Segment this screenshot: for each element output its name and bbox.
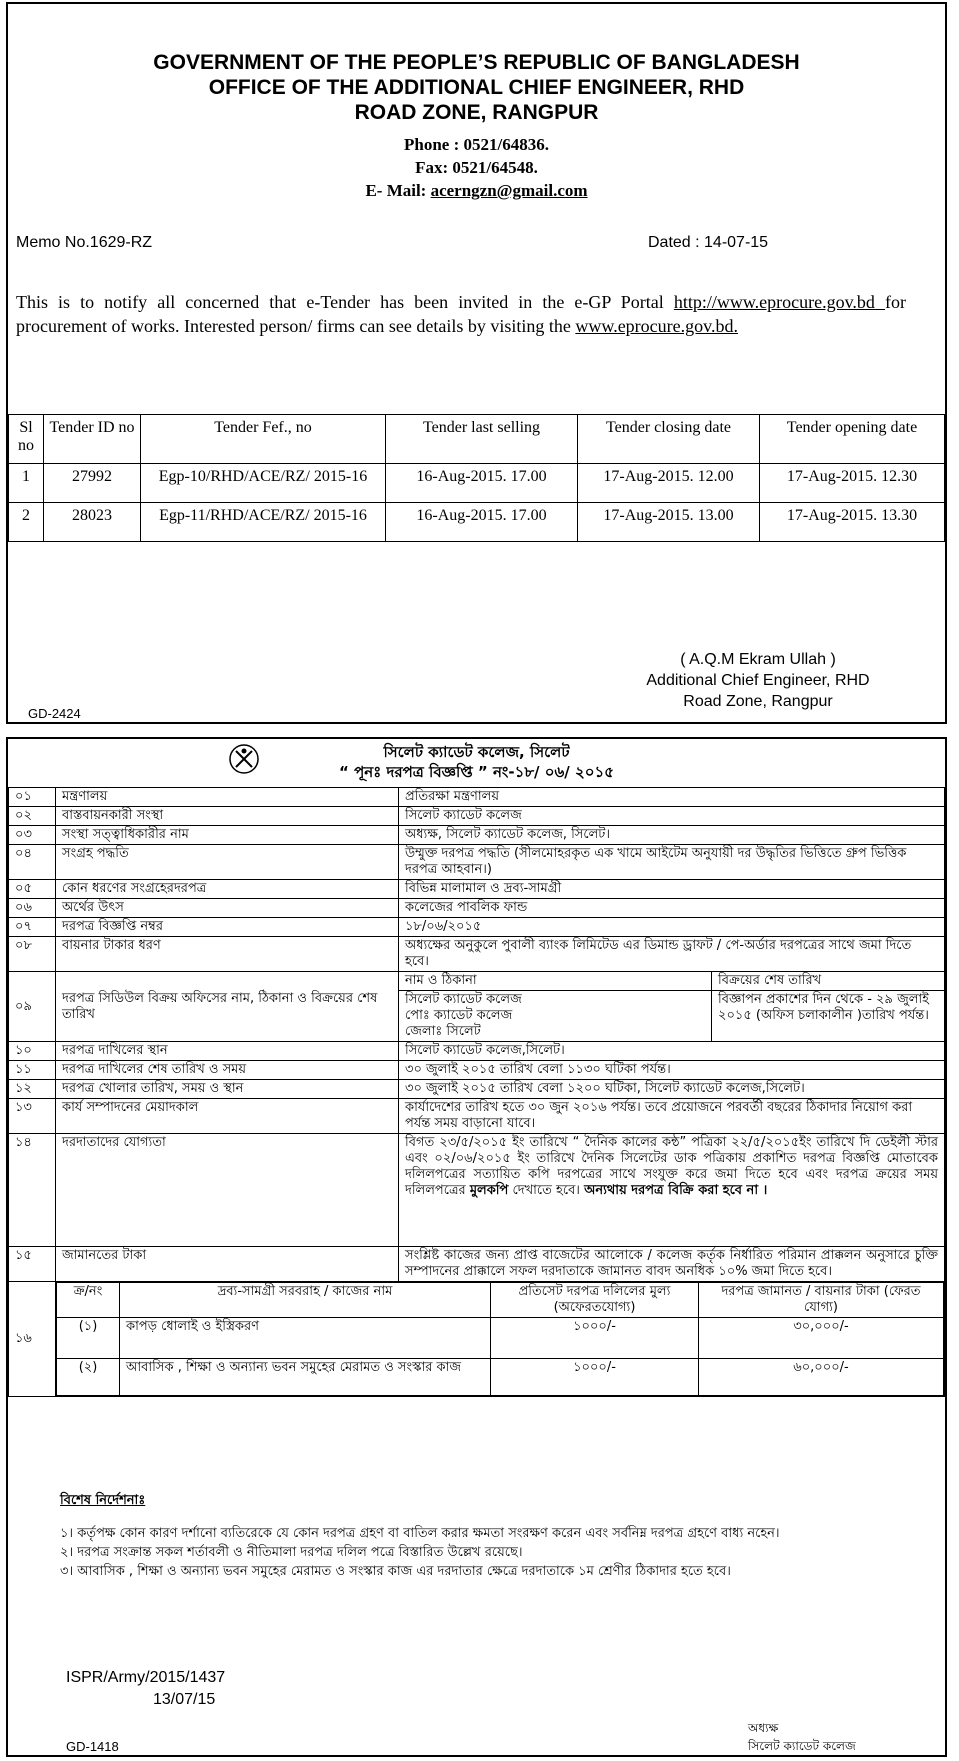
sale-deadline: বিজ্ঞাপন প্রকাশের দিন থেকে - ২৯ জুলাই ২০১৫ (অফিস চলাকালীন )তারিখ পর্যন্ত। bbox=[712, 991, 945, 1042]
cell-tender-ref: Egp-10/RHD/ACE/RZ/ 2015-16 bbox=[141, 464, 386, 503]
sale-office-address bbox=[399, 991, 712, 1042]
row-value: সিলেট ক্যাডেট কলেজ bbox=[399, 807, 945, 826]
row-value: বিভিন্ন মালামাল ও দ্রব্য-সামগ্রী bbox=[399, 880, 945, 899]
gd-number: GD-1418 bbox=[66, 1739, 119, 1754]
table-row bbox=[9, 807, 945, 826]
col-opening-date: Tender opening date bbox=[760, 415, 945, 464]
list-item bbox=[57, 1359, 944, 1396]
row-value: ৩০ জুলাই ২০১৫ তারিখ বেলা ১২০০ ঘটিকা, সিলেট ক্যাডেট কলেজ,সিলেট। bbox=[399, 1080, 945, 1099]
table-row bbox=[9, 503, 945, 542]
signature-block bbox=[748, 1719, 856, 1755]
table-row bbox=[9, 1080, 945, 1099]
ispr-number: ISPR/Army/2015/1437 bbox=[66, 1669, 226, 1686]
row-label: দরপত্র দাখিলের স্থান bbox=[56, 1042, 399, 1061]
row-sl: ১২ bbox=[9, 1080, 56, 1099]
row-label: সংগ্রহ পদ্ধতি bbox=[56, 845, 399, 880]
item-price: ১০০০/- bbox=[491, 1318, 699, 1359]
table-row bbox=[9, 918, 945, 937]
row-value: প্রতিরক্ষা মন্ত্রণালয় bbox=[399, 788, 945, 807]
row-sl: ০৯ bbox=[9, 972, 56, 1042]
row-value: ১৮/০৬/২০১৫ bbox=[399, 918, 945, 937]
table-row bbox=[9, 899, 945, 918]
sale-office-header: নাম ও ঠিকানা bbox=[399, 972, 712, 991]
table-row bbox=[9, 880, 945, 899]
email-label: E- Mail: bbox=[365, 181, 431, 200]
cell-last-selling: 16-Aug-2015. 17.00 bbox=[386, 464, 578, 503]
signatory-office: সিলেট ক্যাডেট কলেজ bbox=[748, 1739, 856, 1753]
col-tender-ref: Tender Fef., no bbox=[141, 415, 386, 464]
table-row bbox=[9, 1042, 945, 1061]
cell-last-selling: 16-Aug-2015. 17.00 bbox=[386, 503, 578, 542]
table-row bbox=[9, 788, 945, 807]
email-link[interactable]: acerngzn@gmail.com bbox=[430, 181, 588, 200]
items-col-serial: ক্র/নং bbox=[57, 1283, 120, 1318]
cell-sl: 1 bbox=[9, 464, 44, 503]
signatory-office: Road Zone, Rangpur bbox=[683, 693, 833, 710]
list-item bbox=[57, 1318, 944, 1359]
col-tender-id: Tender ID no bbox=[44, 415, 141, 464]
items-col-price: প্রতিসেট দরপত্র দলিলের মুল্য (অফেরতযোগ্য) bbox=[491, 1283, 699, 1318]
row-sl: ১৬ bbox=[9, 1282, 56, 1397]
body-text-1: This is to notify all concerned that e-Tender has been invited in the e-GP Portal bbox=[16, 292, 674, 312]
address-line: সিলেট ক্যাডেট কলেজ bbox=[405, 992, 522, 1007]
row-label: দরপত্র খোলার তারিখ, সময় ও স্থান bbox=[56, 1080, 399, 1099]
row-label: সংস্থা সত্ত্বাধিকারীর নাম bbox=[56, 826, 399, 845]
cell-tender-id: 27992 bbox=[44, 464, 141, 503]
signature-block bbox=[568, 649, 948, 712]
row-sl: ০৪ bbox=[9, 845, 56, 880]
row-sl: ০৭ bbox=[9, 918, 56, 937]
table-row bbox=[9, 464, 945, 503]
notice-details-table bbox=[8, 787, 945, 1397]
row-sl: ১৫ bbox=[9, 1247, 56, 1282]
item-serial: (২) bbox=[57, 1359, 120, 1396]
row-value: সিলেট ক্যাডেট কলেজ,সিলেট। bbox=[399, 1042, 945, 1061]
table-row bbox=[9, 845, 945, 880]
items-table bbox=[56, 1282, 944, 1396]
row-label: দরপত্র বিজ্ঞপ্তি নম্বর bbox=[56, 918, 399, 937]
items-col-name: দ্রব্য-সামগ্রী সরবরাহ / কাজের নাম bbox=[120, 1283, 491, 1318]
row-sl: ১১ bbox=[9, 1061, 56, 1080]
memo-date: Dated : 14-07-15 bbox=[648, 234, 769, 251]
cell-opening-date: 17-Aug-2015. 13.30 bbox=[760, 503, 945, 542]
items-header bbox=[57, 1283, 944, 1318]
special-instructions-title: বিশেষ নির্দেশনাঃ bbox=[60, 1493, 146, 1508]
college-title: সিলেট ক্যাডেট কলেজ, সিলেট bbox=[383, 743, 570, 761]
row-sl: ০৩ bbox=[9, 826, 56, 845]
cell-closing-date: 17-Aug-2015. 13.00 bbox=[578, 503, 760, 542]
items-col-security: দরপত্র জামানত / বায়নার টাকা (ফেরত যোগ্য) bbox=[699, 1283, 944, 1318]
instruction-item: ১। কর্তৃপক্ষ কোন কারণ দর্শানো ব্যতিরেকে যে কোন দরপত্র গ্রহণ বা বাতিল করার ক্ষমতা সংরক্ষণ করেন এবং সর্বনিম্ন দরপত্র গ্রহণে বাধ্য নহেন। bbox=[60, 1526, 780, 1541]
row-sl: ১৪ bbox=[9, 1134, 56, 1247]
eligibility-warning: অন্যথায় দরপত্র বিক্রি করা হবে না । bbox=[584, 1183, 768, 1198]
table-row bbox=[9, 972, 945, 991]
table-row bbox=[9, 1061, 945, 1080]
address-line: পোঃ ক্যাডেট কলেজ bbox=[405, 1008, 513, 1023]
notice-number: “ পূনঃ দরপত্র বিজ্ঞপ্তি ” নং-১৮/ ০৬/ ২০১৫ bbox=[339, 763, 614, 781]
row-value: অধ্যক্ষের অনুকুলে পুবালী ব্যাংক লিমিটেড এর ডিমান্ড ড্রাফট / পে-অর্ডার দরপত্রের সাথে জমা দিতে হবে। bbox=[399, 937, 945, 972]
cell-opening-date: 17-Aug-2015. 12.30 bbox=[760, 464, 945, 503]
row-label: বায়নার টাকার ধরণ bbox=[56, 937, 399, 972]
gd-number: GD-2424 bbox=[28, 706, 81, 721]
row-sl: ০৮ bbox=[9, 937, 56, 972]
row-label: জামানতের টাকা bbox=[56, 1247, 399, 1282]
eprocure-link-2[interactable]: www.eprocure.gov.bd. bbox=[575, 316, 738, 336]
row-value: উম্মুক্ত দরপত্র পদ্ধতি (সীলমোহরকৃত এক খামে আইটেম অনুযায়ী দর উদ্ধৃতির ভিত্তিতে গ্রুপ ভিত্তিক দরপত্র আহবান।) bbox=[399, 845, 945, 880]
item-price: ১০০০/- bbox=[491, 1359, 699, 1396]
cell-tender-ref: Egp-11/RHD/ACE/RZ/ 2015-16 bbox=[141, 503, 386, 542]
eligibility-text: বিগত ২৩/৫/২০১৫ ইং তারিখে “ দৈনিক কালের কন্ঠ” পত্রিকা ২২/৫/২০১৫ইং তারিখে দি ডেইলী স্টার এবং ০২/০৬/২০১৫ ইং তারিখে দৈনিক সিলেটের ডাক পত্রিকায় প্রকাশিত দরপত্র বিজ্ঞপ্তি মোতাবেক দলিলপত্রের সত্যায়িত কপি দরপত্রের সাথে সংযুক্ত করে জমা দিতে হবে এবং দরপত্র ক্রয়ের সময় দলিলপত্রের bbox=[405, 1135, 938, 1198]
row-sl: ০২ bbox=[9, 807, 56, 826]
table-row bbox=[9, 1247, 945, 1282]
row-sl: ১০ bbox=[9, 1042, 56, 1061]
row-sl: ০৫ bbox=[9, 880, 56, 899]
cell-sl: 2 bbox=[9, 503, 44, 542]
tender-notice-rhd bbox=[6, 2, 947, 724]
header-line-2: OFFICE OF THE ADDITIONAL CHIEF ENGINEER, RHD bbox=[208, 76, 745, 99]
body-text-2: for procurement of works. Interested person/ firms can see details by visiting the bbox=[16, 292, 906, 336]
row-sl: ১৩ bbox=[9, 1099, 56, 1134]
row-label: কার্য সম্পাদনের মেয়াদকাল bbox=[56, 1099, 399, 1134]
col-closing-date: Tender closing date bbox=[578, 415, 760, 464]
row-label: বাস্তবায়নকারী সংস্থা bbox=[56, 807, 399, 826]
eligibility-text-mid: দেখাতে হবে। bbox=[508, 1183, 585, 1198]
table-row bbox=[9, 937, 945, 972]
row-value: অধ্যক্ষ, সিলেট ক্যাডেট কলেজ, সিলেট। bbox=[399, 826, 945, 845]
ispr-date: 13/07/15 bbox=[153, 1691, 216, 1708]
item-security: ৩০,০০০/- bbox=[699, 1318, 944, 1359]
header-fax: Fax: 0521/64548. bbox=[415, 158, 538, 177]
memo-number: Memo No.1629-RZ bbox=[16, 234, 153, 251]
item-serial: (১) bbox=[57, 1318, 120, 1359]
header-email bbox=[8, 180, 945, 202]
item-name: কাপড় ধোলাই ও ইস্ত্রিকরণ bbox=[120, 1318, 491, 1359]
row-sl: ০৬ bbox=[9, 899, 56, 918]
header-line-3: ROAD ZONE, RANGPUR bbox=[354, 101, 599, 124]
row-value: কলেজের পাবলিক ফান্ড bbox=[399, 899, 945, 918]
items-cell bbox=[56, 1282, 945, 1397]
signatory-title: অধ্যক্ষ bbox=[748, 1721, 779, 1735]
bidder-eligibility bbox=[399, 1134, 945, 1247]
row-label: কোন ধরণের সংগ্রহেরদরপত্র bbox=[56, 880, 399, 899]
table-row bbox=[9, 1099, 945, 1134]
col-last-selling: Tender last selling bbox=[386, 415, 578, 464]
tender-notice-sylhet-cadet-college bbox=[6, 737, 947, 1757]
notice-body bbox=[16, 290, 906, 338]
table-row bbox=[9, 1134, 945, 1247]
signatory-title: Additional Chief Engineer, RHD bbox=[646, 672, 870, 689]
tender-table bbox=[8, 414, 945, 542]
row-value: ৩০ জুলাই ২০১৫ তারিখ বেলা ১১৩০ ঘটিকা পর্যন্ত। bbox=[399, 1061, 945, 1080]
tender-table-header bbox=[9, 415, 945, 464]
col-sl: Sl no bbox=[9, 415, 44, 464]
item-security: ৬০,০০০/- bbox=[699, 1359, 944, 1396]
eligibility-original-copy: মুলকপি bbox=[469, 1183, 509, 1198]
table-row bbox=[9, 826, 945, 845]
item-name: আবাসিক , শিক্ষা ও অন্যান্য ভবন সমুহের মেরামত ও সংস্কার কাজ bbox=[120, 1359, 491, 1396]
row-label: দরপত্র দাখিলের শেষ তারিখ ও সময় bbox=[56, 1061, 399, 1080]
cell-tender-id: 28023 bbox=[44, 503, 141, 542]
table-row bbox=[9, 1282, 945, 1397]
instruction-item: ২। দরপত্র সংক্রান্ত সকল শর্তাবলী ও নীতিমালা দরপত্র দলিল পত্রে বিস্তারিত উল্লেখ রয়েছে। bbox=[60, 1545, 523, 1560]
row-label: দরদাতাদের যোগ্যতা bbox=[56, 1134, 399, 1247]
address-line: জেলাঃ সিলেট bbox=[405, 1024, 481, 1039]
row-sl: ০১ bbox=[9, 788, 56, 807]
security-money: সংশ্লিষ্ট কাজের জন্য প্রাপ্ত বাজেটের আলোকে / কলেজ কর্তৃক নির্ধারিত পরিমান প্রাক্কলন অনুসারে চুক্তি সম্পাদনের প্রাক্কালে সফল দরদাতাকে জামানত বাবদ অনধিক ১০% জমা দিতে হবে। bbox=[399, 1247, 945, 1282]
row-label: দরপত্র সিডিউল বিক্রয় অফিসের নাম, ঠিকানা ও বিক্রয়ের শেষ তারিখ bbox=[56, 972, 399, 1042]
row-value: কার্যাদেশের তারিখ হতে ৩০ জুন ২০১৬ পর্যন্ত। তবে প্রয়োজনে পরবর্তী বছরের ঠিকাদার নিয়োগ করা পর্যন্ত সময় বাড়ানো যাবে। bbox=[399, 1099, 945, 1134]
sale-deadline-header: বিক্রয়ের শেষ তারিখ bbox=[712, 972, 945, 991]
cell-closing-date: 17-Aug-2015. 12.00 bbox=[578, 464, 760, 503]
eprocure-link-1[interactable]: http://www.eprocure.gov.bd bbox=[673, 292, 885, 312]
header-line-1: GOVERNMENT OF THE PEOPLE’S REPUBLIC OF BANGLADESH bbox=[153, 51, 800, 74]
row-label: অর্থের উৎস bbox=[56, 899, 399, 918]
row-label: মন্ত্রণালয় bbox=[56, 788, 399, 807]
signatory-name: ( A.Q.M Ekram Ullah ) bbox=[680, 651, 836, 668]
special-instructions bbox=[60, 1491, 920, 1581]
header-phone: Phone : 0521/64836. bbox=[404, 135, 549, 154]
instruction-item: ৩। আবাসিক , শিক্ষা ও অন্যান্য ভবন সমুহের মেরামত ও সংস্কার কাজ এর দরদাতার ক্ষেত্রে দরদাতাকে ১ম শ্রেণীর ঠিকাদার হতে হবে। bbox=[60, 1564, 731, 1579]
